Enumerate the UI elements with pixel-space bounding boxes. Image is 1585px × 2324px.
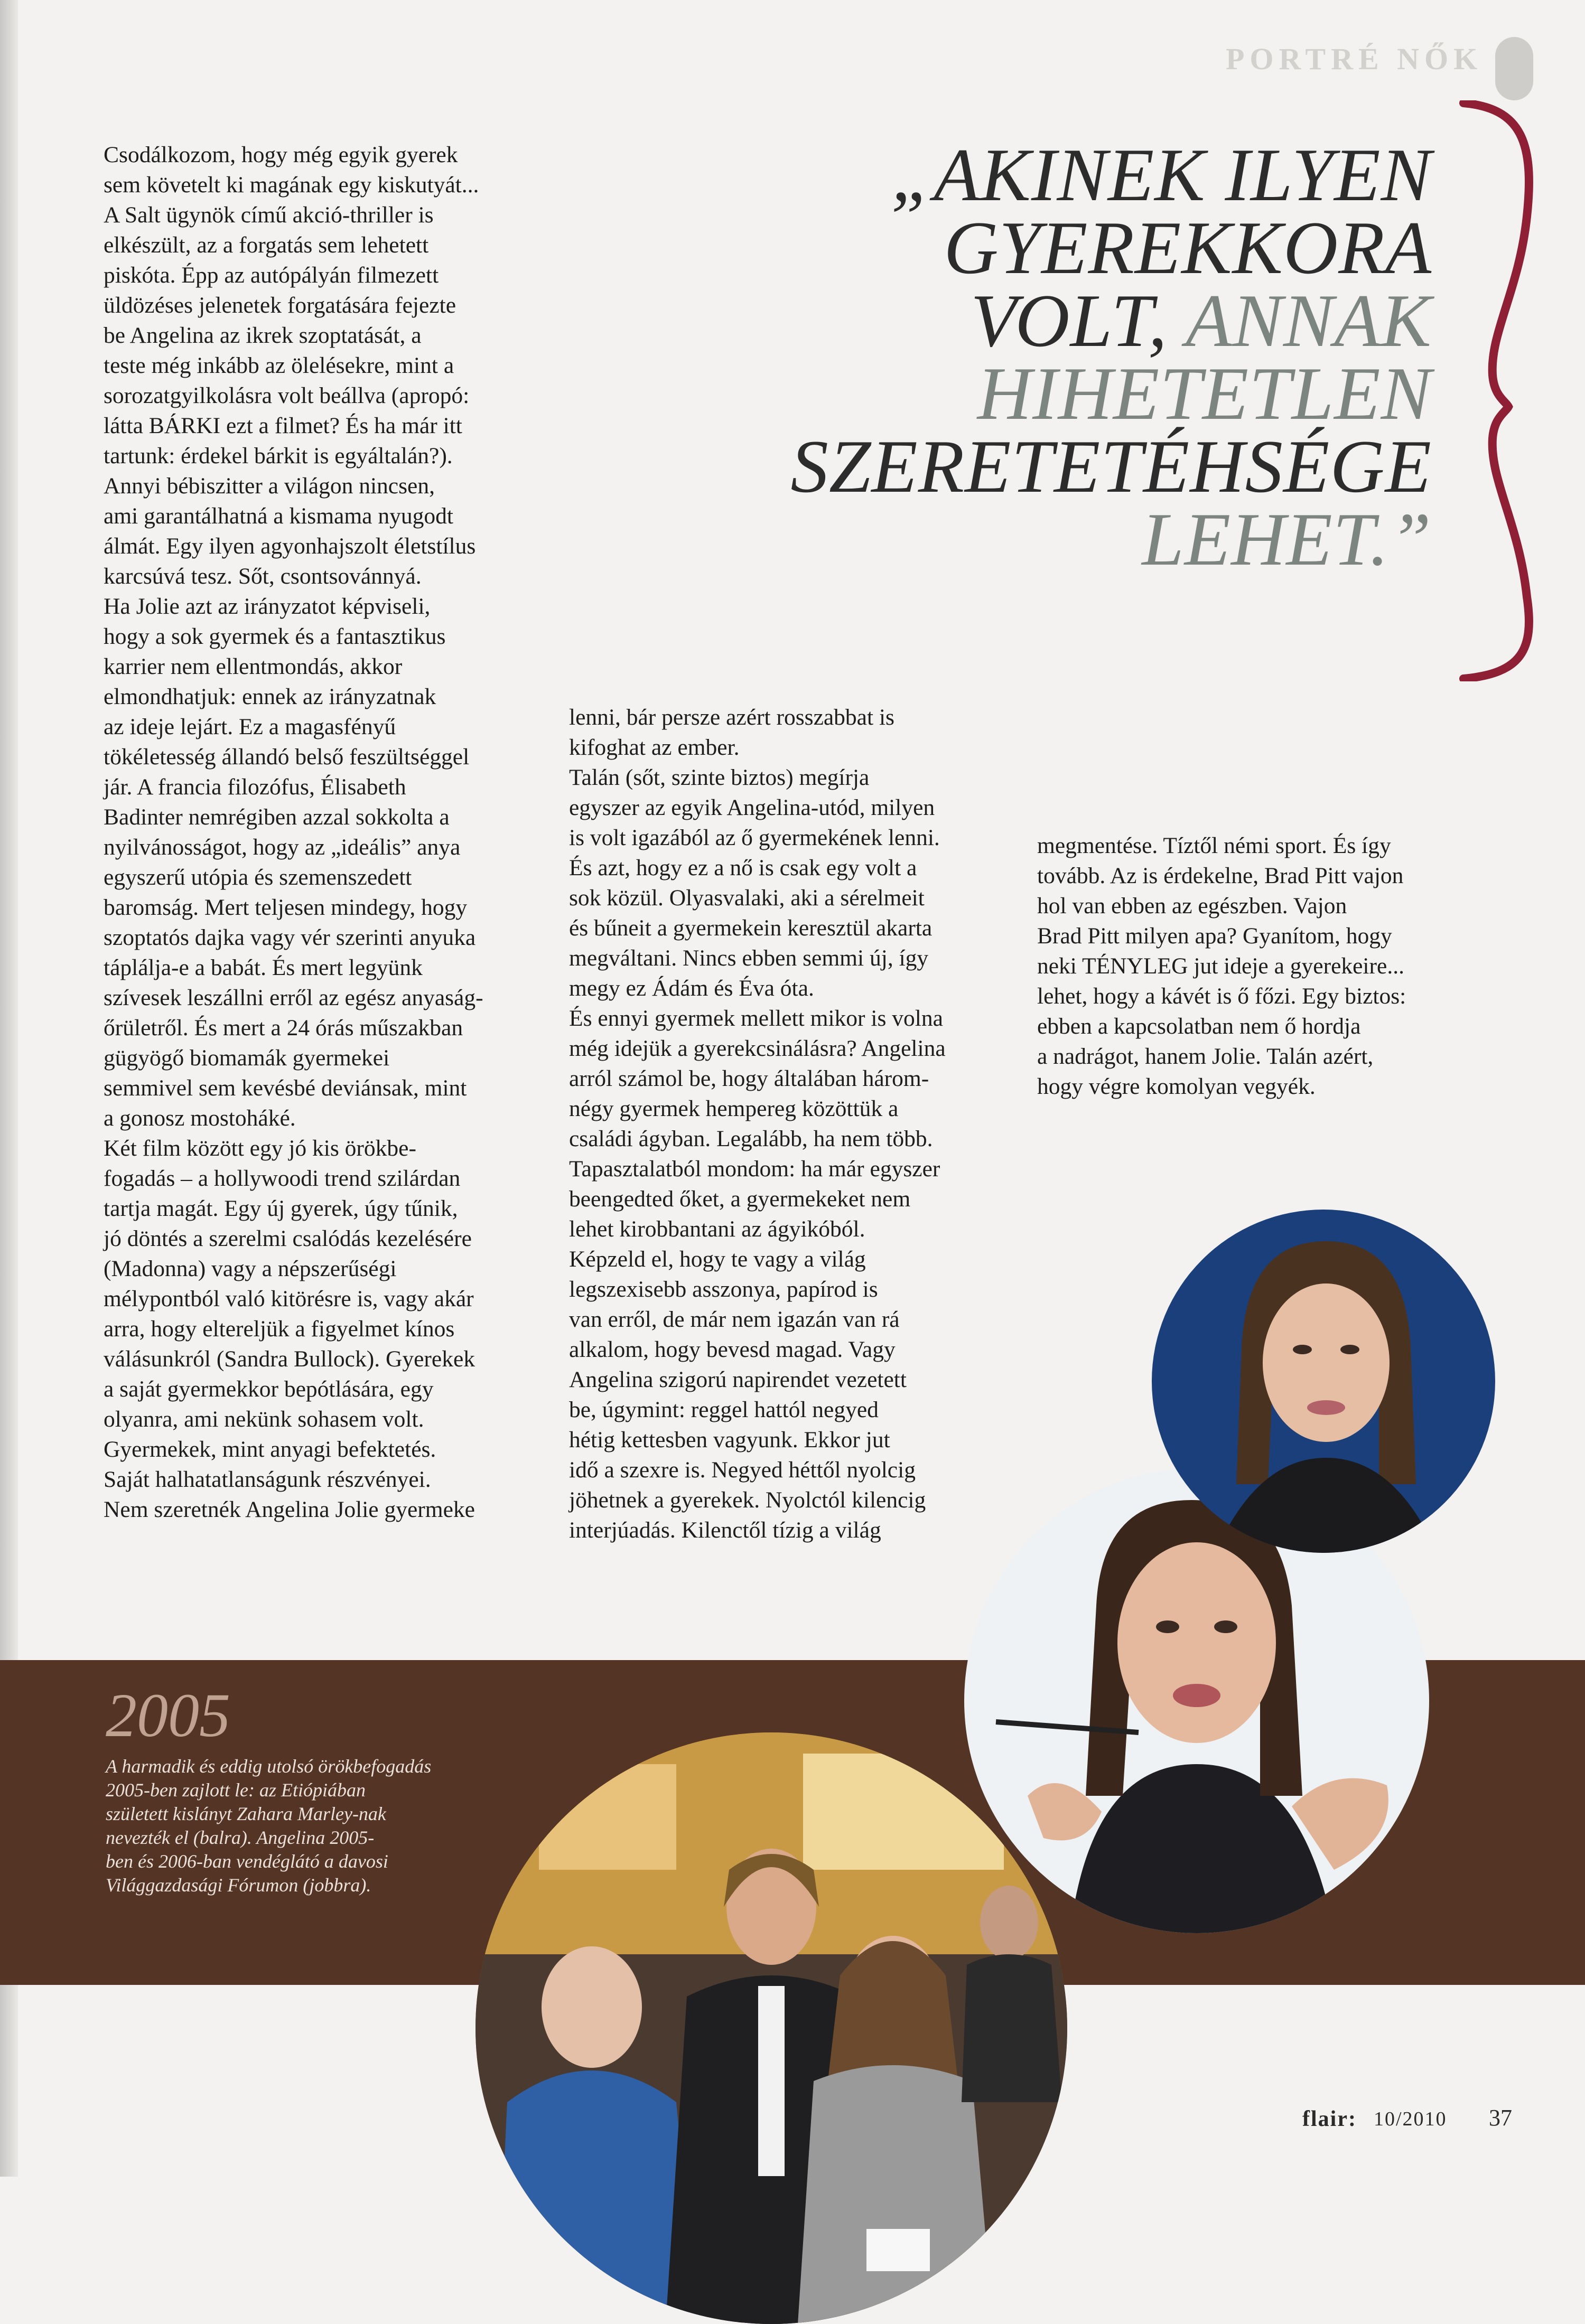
article-line: karcsúvá tesz. Sőt, csontsovánnyá. <box>104 564 422 589</box>
article-line: van erről, de már nem igazán van rá <box>569 1307 900 1332</box>
article-line: semmivel sem kevésbé deviánsak, mint <box>104 1075 467 1101</box>
article-line: kifoghat az ember. <box>569 735 740 760</box>
article-line: lenni, bár persze azért rosszabbat is <box>569 705 894 730</box>
article-line: interjúadás. Kilenctől tízig a világ <box>569 1517 881 1543</box>
article-line: nyilvánosságot, hogy az „ideális” anya <box>104 835 461 860</box>
caption-line: nevezték el (balra). Angelina 2005- <box>106 1827 375 1848</box>
article-line: Talán (sőt, szinte biztos) megírja <box>569 765 870 790</box>
article-line: megy ez Ádám és Éva óta. <box>569 976 814 1001</box>
article-line: egyszer az egyik Angelina-utód, milyen <box>569 795 935 820</box>
article-line: családi ágyban. Legalább, ha nem több. <box>569 1126 933 1151</box>
article-line: ebben a kapcsolatban nem ő hordja <box>1037 1014 1361 1039</box>
section-label: PORTRÉ NŐK <box>1226 42 1483 76</box>
article-line: sok közül. Olyasvalaki, aki a sérelmeit <box>569 885 925 911</box>
article-line: elmondhatjuk: ennek az irányzatnak <box>104 684 436 709</box>
article-line: a saját gyermekkor bepótlására, egy <box>104 1376 434 1402</box>
article-line: be, úgymint: reggel hattól negyed <box>569 1397 879 1422</box>
article-line: legszexisebb asszonya, papírod is <box>569 1277 878 1302</box>
timeline-year: 2005 <box>106 1681 230 1750</box>
article-line: hogy végre komolyan vegyék. <box>1037 1074 1316 1099</box>
article-line: az ideje lejárt. Ez a magasfényű <box>104 714 396 739</box>
article-line: idő a szexre is. Negyed héttől nyolcig <box>569 1457 916 1483</box>
article-line: a gonosz mostoháké. <box>104 1105 296 1131</box>
article-line: üldözéses jelenetek forgatására fejezte <box>104 293 456 318</box>
article-line: tovább. Az is érdekelne, Brad Pitt vajon <box>1037 863 1404 888</box>
article-line: tartja magát. Egy új gyerek, úgy tűnik, <box>104 1196 458 1221</box>
article-line: válásunkról (Sandra Bullock). Gyerekek <box>104 1346 476 1372</box>
pull-quote-line <box>608 279 1432 362</box>
article-line: Nem szeretnék Angelina Jolie gyermeke <box>104 1497 475 1522</box>
article-line: Badinter nemrégiben azzal sokkolta a <box>104 804 450 830</box>
article-line: Ha Jolie azt az irányzatot képviseli, <box>104 594 431 619</box>
article-line: látta BÁRKI ezt a filmet? És ha már itt <box>104 413 462 438</box>
photo-caption <box>106 1755 507 1897</box>
article-line: Angelina szigorú napirendet vezetett <box>569 1367 907 1392</box>
article-line: álmát. Egy ilyen agyonhajszolt életstílus <box>104 533 476 559</box>
article-column-1 <box>104 140 537 1525</box>
article-line: arról számol be, hogy általában három- <box>569 1066 929 1091</box>
article-line: lehet kirobbantani az ágyikóból. <box>569 1216 865 1242</box>
caption-line: A harmadik és eddig utolsó örökbefogadás <box>106 1756 432 1777</box>
magazine-brand: flair: <box>1302 2107 1357 2131</box>
caption-line: 2005-ben zajlott le: az Etiópiában <box>106 1779 366 1801</box>
article-line: baromság. Mert teljesen mindegy, hogy <box>104 895 468 920</box>
pull-quote-line: HIHETETLEN <box>977 352 1432 435</box>
article-line: még idejük a gyerekcsinálásra? Angelina <box>569 1036 946 1061</box>
article-line: sorozatgyilkolásra volt beállva (apropó: <box>104 383 470 408</box>
article-line: megmentése. Tíztől némi sport. És így <box>1037 833 1391 858</box>
pull-quote-fragment: VOLT, <box>971 279 1186 362</box>
article-line: (Madonna) vagy a népszerűségi <box>104 1256 397 1281</box>
article-line: jár. A francia filozófus, Élisabeth <box>104 774 406 800</box>
article-line: Két film között egy jó kis örökbe- <box>104 1136 416 1161</box>
article-line: be Angelina az ikrek szoptatását, a <box>104 323 422 348</box>
article-line: négy gyermek hempereg közöttük a <box>569 1096 899 1121</box>
caption-line: született kislányt Zahara Marley-nak <box>106 1803 386 1824</box>
article-line: Tapasztalatból mondom: ha már egyszer <box>569 1156 940 1182</box>
article-line: arra, hogy elterelјük a figyelmet kínos <box>104 1316 455 1342</box>
article-line: alkalom, hogy bevesd magad. Vagy <box>569 1337 896 1362</box>
pull-quote-line: SZERETETÉHSÉGE <box>790 425 1432 508</box>
article-line: mélypontból való kitörésre is, vagy akár <box>104 1286 474 1311</box>
caption-line: Világgazdasági Fórumon (jobbra). <box>106 1875 371 1896</box>
article-line: Annyi bébiszitter a világon nincsen, <box>104 473 435 499</box>
pull-quote-fragment: ANNAK <box>1186 279 1432 362</box>
article-line: Gyermekek, mint anyagi befektetés. <box>104 1437 436 1462</box>
pull-quote-line: LEHET.” <box>1142 498 1432 581</box>
article-line: Képzeld el, hogy te vagy a világ <box>569 1247 866 1272</box>
article-line: jó döntés a szerelmi csalódás kezelésére <box>104 1226 472 1251</box>
article-line: hogy a sok gyermek és a fantasztikus <box>104 624 446 649</box>
article-line: ami garantálhatná a kismama nyugodt <box>104 503 453 529</box>
article-line: teste még inkább az ölelésekre, mint a <box>104 353 454 378</box>
pull-quote-line: „AKINEK ILYEN <box>891 133 1432 217</box>
article-line: Brad Pitt milyen apa? Gyanítom, hogy <box>1037 923 1392 949</box>
article-line: hétig kettesben vagyunk. Ekkor jut <box>569 1427 890 1452</box>
article-line: tökéletesség állandó belső feszültséggel <box>104 744 470 770</box>
photo-portrait <box>1152 1210 1495 1553</box>
article-line: fogadás – a hollywoodi trend szilárdan <box>104 1166 461 1191</box>
article-line: táplálja-e a babát. És mert legyünk <box>104 955 423 980</box>
article-line: piskóta. Épp az autópályán filmezett <box>104 263 439 288</box>
photo-group-davos <box>476 1732 1067 2324</box>
article-line: egyszerű utópia és szemenszedett <box>104 865 412 890</box>
article-line: Csodálkozom, hogy még egyik gyerek <box>104 142 458 167</box>
caption-line: ben és 2006-ban vendéglátó a davosi <box>106 1851 388 1872</box>
article-line: sem követelt ki magának egy kiskutyát... <box>104 172 479 198</box>
article-line: A Salt ügynök című akció-thriller is <box>104 202 434 228</box>
article-line: őrületről. És mert a 24 órás műszakban <box>104 1015 463 1041</box>
article-column-2 <box>569 702 1002 1545</box>
article-line: gügyögő biomamák gyermekei <box>104 1045 390 1071</box>
pull-quote <box>608 133 1432 581</box>
article-line: szívesek leszállni erről az egész anyaság- <box>104 985 483 1010</box>
article-line: hol van ebben az egészben. Vajon <box>1037 893 1347 919</box>
article-line: olyanra, ami nekünk sohasem volt. <box>104 1407 424 1432</box>
article-line: a nadrágot, hanem Jolie. Talán azért, <box>1037 1044 1374 1069</box>
article-line: szoptatós dajka vagy vér szerinti anyuka <box>104 925 476 950</box>
article-line: és bűneit a gyermekein keresztül akarta <box>569 915 933 941</box>
article-line: Saját halhatatlanságunk részvényei. <box>104 1467 431 1492</box>
article-line: megváltani. Nincs ebben semmi új, így <box>569 945 929 971</box>
article-line: elkészült, az a forgatás sem lehetett <box>104 232 429 258</box>
issue-number: 10/2010 <box>1374 2108 1447 2130</box>
article-line: is volt igazából az ő gyermekének lenni. <box>569 825 940 850</box>
article-line: És ennyi gyermek mellett mikor is volna <box>569 1006 943 1031</box>
section-marker <box>1495 37 1533 100</box>
article-line: neki TÉNYLEG jut ideje a gyerekeire... <box>1037 953 1404 979</box>
pull-quote-line: GYEREKKORA <box>944 206 1432 289</box>
curly-brace-ornament <box>1442 100 1537 681</box>
article-line: beengedted őket, a gyermekeket nem <box>569 1186 911 1212</box>
article-column-3 <box>1037 831 1502 1102</box>
article-line: És azt, hogy ez a nő is csak egy volt a <box>569 855 917 880</box>
article-line: karrier nem ellentmondás, akkor <box>104 654 403 679</box>
article-line: lehet, hogy a kávét is ő főzi. Egy biztos: <box>1037 983 1406 1009</box>
page-number: 37 <box>1489 2105 1512 2131</box>
article-line: jöhetnek a gyerekek. Nyolctól kilencig <box>569 1487 926 1513</box>
article-line: tartunk: érdekel bárkit is egyáltalán?). <box>104 443 453 468</box>
